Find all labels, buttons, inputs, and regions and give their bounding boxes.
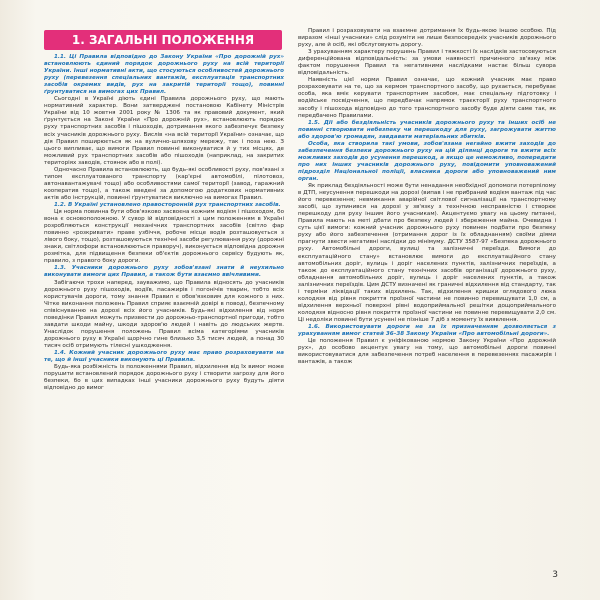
left-column: [44, 28, 284, 392]
rule-paragraph: 1.2. В Україні установлено правосторонній рух транспортних засобів.: [54, 201, 281, 208]
commentary-paragraph: Одночасно Правила встановлюють, що будь-які особливості руху, пов'язані з типом експлуатованого транспорту (кар'єрні автомобілі, пілотовоз, автонавантажувачі тощо) або особливостями самої території (завод, гаражний кооператив тощо), а також введені за допомогою додаткових нормативних актів або інструкцій, повинні ґрунтуватися виключно на вимогах Правил.: [44, 166, 284, 201]
commentary-paragraph: Сьогодні в Україні діють єдині Правила дорожнього руху, що мають нормативний характер. Вони затверджені постановою Кабінету Міністрів України від 10 жовтня 2001 року № 1306 та як правовий документ, який ґрунтується на Законі України «Про дорожній рух», встановлюють порядок руху транспортних засобів і пішоходів, дотримання якого забезпечує безпеку всіх учасників дорожнього руху. Вислів «на всій території України» означає, що дія Правил поширюється як на вулично-шляхову мережу, так і поза нею. З цього випливає, що вимоги Правил повинні виконуватися й у тих місцях, де можливий рух транспортних засобів або пішоходів (наприклад, на закритих територіях заводів, стоянок або в полі).: [44, 96, 284, 166]
rule-paragraph: 1.5. Дії або бездіяльність учасників дорожнього руху та інших осіб не повинні створювати небезпеку чи перешкоду для руху, загрожувати життю або здоров'ю громадян, завдавати матеріальних збитків.: [298, 119, 556, 140]
rule-paragraph: 1.6. Використовувати дороги не за їх призначенням дозволяється з урахуванням вимог статей 36–38 Закону України «Про автомобільні дороги».: [298, 323, 556, 338]
commentary-paragraph: Правил і розраховувати на взаємне дотримання їх будь-якою іншою особою. Під виразом «інші учасники» слід розуміти не лише безпосередніх учасників дорожнього руху, але й осіб, які обслуговують дорогу.: [298, 28, 556, 49]
page-number: 3: [552, 570, 558, 580]
right-column: [298, 28, 556, 366]
right-column-body: [298, 28, 556, 366]
commentary-paragraph: Це положення Правил є уніфікованою нормою Закону України «Про дорожній рух», до особово акцентує увагу на тому, що автомобільні дороги повинні використовуватися для забезпечення потреб населення в перевезеннях пасажирів і вантажів, а також: [298, 338, 556, 366]
commentary-paragraph: Як приклад бездіяльності може бути ненадання необхідної допомоги потерпілому в ДТП, неусунення перешкоди на дорозі (випав і не прибраний водієм вантаж під час його перевезення; невмикання аварійної світлової сигналізації на транспортному засобі, що зупинився на дорозі у зв'язку з технічною несправністю і створює перешкоду для руху іншим його учасникам). Акцентуємо увагу на цьому питанні, Правила мають на меті дбати про безпеку людей і збереження майна. Очевидна і суть цієї вимоги: кожний учасник дорожнього руху повинен подбати про безпеку руху або його забезпечення (отримання дорог із їх обладнанням) своїми діями прагнути звести негативні наслідки до мінімуму. ДСТУ 3587-97 «Безпека дорожнього руху. Автомобільні дороги, вулиці та залізничні переїзди. Вимоги до експлуатаційного стану» встановлює вимоги до експлуатаційного стану автомобільних доріг, вулиць і доріг населених пунктів, залізничних переїздів, а також до експлуатаційного стану технічних засобів організації дорожнього руху, обладнання автомобільних доріг, вулиць і доріг населених пунктів, а також залізничних переїздів. Цим ДСТУ визначені як граничні відхилення від стандарту, так і терміни ліквідації таких відхилень. Так, відхилення кришки оглядового люка колодязя від рівня покриття проїзної частини не повинно перевищувати 1,0 см, а відхилення верхньої поверхні рівні водоприймальної решітки дощоприймального колодязя відносно рівня покриття проїзної частини не повинне перевищувати 2,0 см. Ці недоліки повинні бути усунені не пізніше 7 діб з моменту їх виявлення.: [298, 183, 556, 323]
commentary-paragraph: Будь-яка розбіжність із положеннями Правил, відхилення від їх вимог може порушити встановлений порядок дорожнього руху і створити загрозу для його безпеки, бо в цих випадках інші учасники дорожнього руху будуть діяти відповідно до вимог: [44, 364, 284, 392]
commentary-paragraph: Ця норма повинна бути обов'язково засвоєна кожним водієм і пішоходом, бо вона є основоположною. У сувор ій відповідності з цим положенням в Україні розробляються конструкції механічних транспортних засобів (світло фар повинно «розкривати» праве узбіччя, робоче місце водія розташовується з лівого боку, тощо), розташовуються технічні засоби регулювання руху (дорожні знаки, світлофори встановлюються праворуч), виконується відповідна дорожня розмітка, для підвищення безпеки об'єктів дорожнього сервісу будують як, правило, з правого боку дороги.: [44, 209, 284, 265]
commentary-paragraph: Забігаючи трохи наперед, зауважимо, що Правила відносять до учасників дорожнього руху пішоходів, водіїв, пасажирів і погонічів тварин, тобто всіх користувачів дороги, тому знання Правил є обов'язковим для кожного з них. Чітке виконання положень Правил сприяє взаємній довірі в поводі, безпечному співіснуванню на дорозі всіх його учасників. Будь-які відхилення від норм поведінки Правил можуть призвести до дорожньо-транспортної пригоди, тобто завдати шкоди майну, шкоди здоров'ю людей і навіть до людських жертв. Унаслідок порушення положень Правил всіма категоріями учасників дорожнього руху в Україні щорічно гине близько 3,5 тисяч людей, а понад 30 тисяч осіб отримують тілесні ушкодження.: [44, 279, 284, 349]
left-column-body: [44, 54, 284, 392]
rule-paragraph: Особа, яка створила такі умови, зобов'язана негайно вжити заходів до забезпечення безпеки дорожнього руху на цій ділянці дороги та вжити всіх можливих заходів до усунення перешкод, а якщо це неможливо, попередити про них інших учасників дорожнього руху, повідомити уповноважений підрозділ Національної поліції, власника дороги або уповноважений ним орган.: [298, 140, 556, 182]
rule-paragraph: 1.1. Ці Правила відповідно до Закону України «Про дорожній рух» встановлюють єдиний порядок дорожнього руху на всій території України. Інші нормативні акти, що стосуються особливостей дорожнього руху (перевезення спеціальних вантажів, експлуатація транспортних засобів окремих видів, рух на закритій території тощо), повинні ґрунтуватися на вимогах цих Правил.: [44, 54, 284, 96]
rule-paragraph: 1.4. Кожний учасник дорожнього руху має право розраховувати на те, що й інші учасники виконують ці Правила.: [44, 349, 284, 364]
commentary-paragraph: Наявність цієї норми Правил означає, що кожний учасник має право розраховувати на те, що за кермом транспортного засобу, що рухається, перебуває особа, яка вміє керувати транспортним засобом, має спеціальну підготовку і водійське посвідчення, що передбачає напрямок траєкторії руху транспортного засобу і пішохода відповідно до того транспортного засобу буде діяти саме так, як передбачено Правилами.: [298, 77, 556, 119]
section-heading: 1. ЗАГАЛЬНІ ПОЛОЖЕННЯ: [44, 30, 282, 50]
rule-paragraph: 1.3. Учасники дорожнього руху зобов'язані знати й неухильно виконувати вимоги цих Правил, а також бути взаємно ввічливими.: [44, 265, 284, 279]
commentary-paragraph: З урахуванням характеру порушень Правил і тяжкості їх наслідків застосовуються диференційована відповідальність: за умови наявності причинного зв'язку між фактом порушення Правил та негативними наслідками настає більш сувора відповідальність.: [298, 49, 556, 77]
